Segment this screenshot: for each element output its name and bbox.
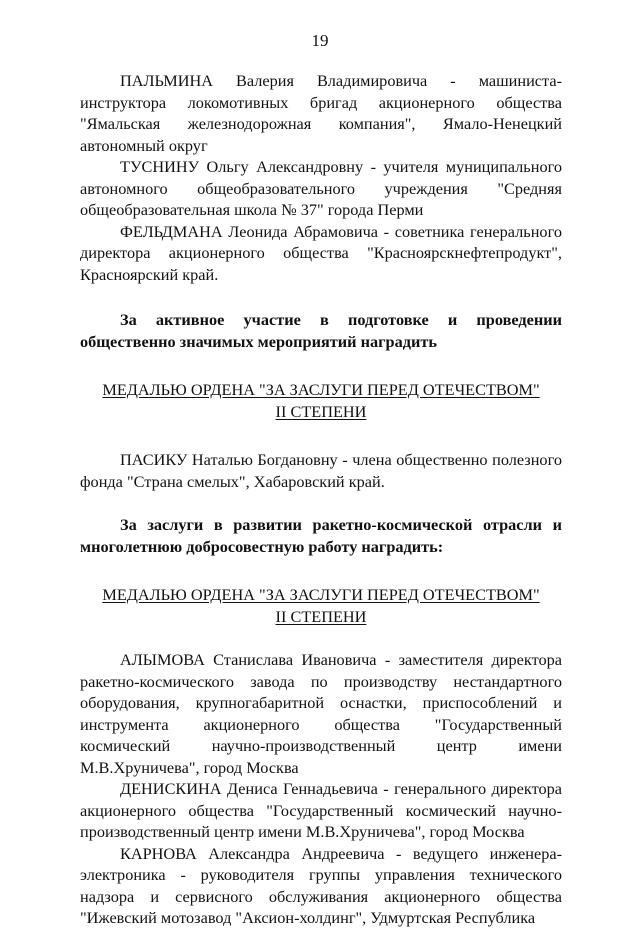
section-intro-public-events: За активное участие в подготовке и проведении общественно значимых мероприятий наградить (80, 310, 562, 351)
award-recipient-feldman: ФЕЛЬДМАНА Леонида Абрамовича - советника генерального директора акционерного общества "Красноярскнефтепродукт", Красноярский край. (80, 221, 562, 284)
award-title-line1: МЕДАЛЬЮ ОРДЕНА "ЗА ЗАСЛУГИ ПЕРЕД ОТЕЧЕСТВОМ" (102, 585, 540, 604)
page-number: 19 (311, 31, 329, 50)
award-title-line2: II СТЕПЕНИ (275, 606, 367, 626)
section-intro-space-industry: За заслуги в развитии ракетно-космической отрасли и многолетнюю добросовестную работу наградить: (80, 515, 562, 556)
award-recipient-palmin: ПАЛЬМИНА Валерия Владимировича - машиниста-инструктора локомотивных бригад акционерного общества "Ямальская железнодорожная компания", Ямало-Ненецкий автономный округ (80, 71, 562, 155)
award-title-medal (80, 379, 562, 422)
award-title-line2: II СТЕПЕНИ (275, 401, 367, 421)
award-recipient-pasika: ПАСИКУ Наталью Богдановну - члена общественно полезного фонда "Страна смелых", Хабаровский край. (80, 450, 562, 491)
award-recipient-tusnina: ТУСНИНУ Ольгу Александровну - учителя муниципального автономного общеобразовательного учреждения "Средняя общеобразовательная школа № 37" города Перми (80, 157, 562, 219)
award-title-medal-2 (80, 584, 562, 627)
award-recipient-karnov: КАРНОВА Александра Андреевича - ведущего инженера-электроника - руководителя группы управления технического надзора и сервисного обслуживания акционерного общества "Ижевский мотозавод "Аксион-холдинг", Удмуртская Республика (80, 843, 562, 927)
award-recipient-deniskin: ДЕНИСКИНА Дениса Геннадьевича - генерального директора акционерного общества "Государственный космический научно-производственный центр имени М.В.Хруничева", город Москва (80, 779, 562, 841)
award-title-line1: МЕДАЛЬЮ ОРДЕНА "ЗА ЗАСЛУГИ ПЕРЕД ОТЕЧЕСТВОМ" (102, 380, 540, 399)
document-body (80, 70, 562, 929)
award-recipient-alymov: АЛЫМОВА Станислава Ивановича - заместителя директора ракетно-космического завода по производству нестандартного оборудования, крупногабаритной оснастки, приспособлений и инструмента акционерного общества "Государственный космический научно-производственный центр имени М.В.Хруничева", город Москва (80, 650, 562, 777)
